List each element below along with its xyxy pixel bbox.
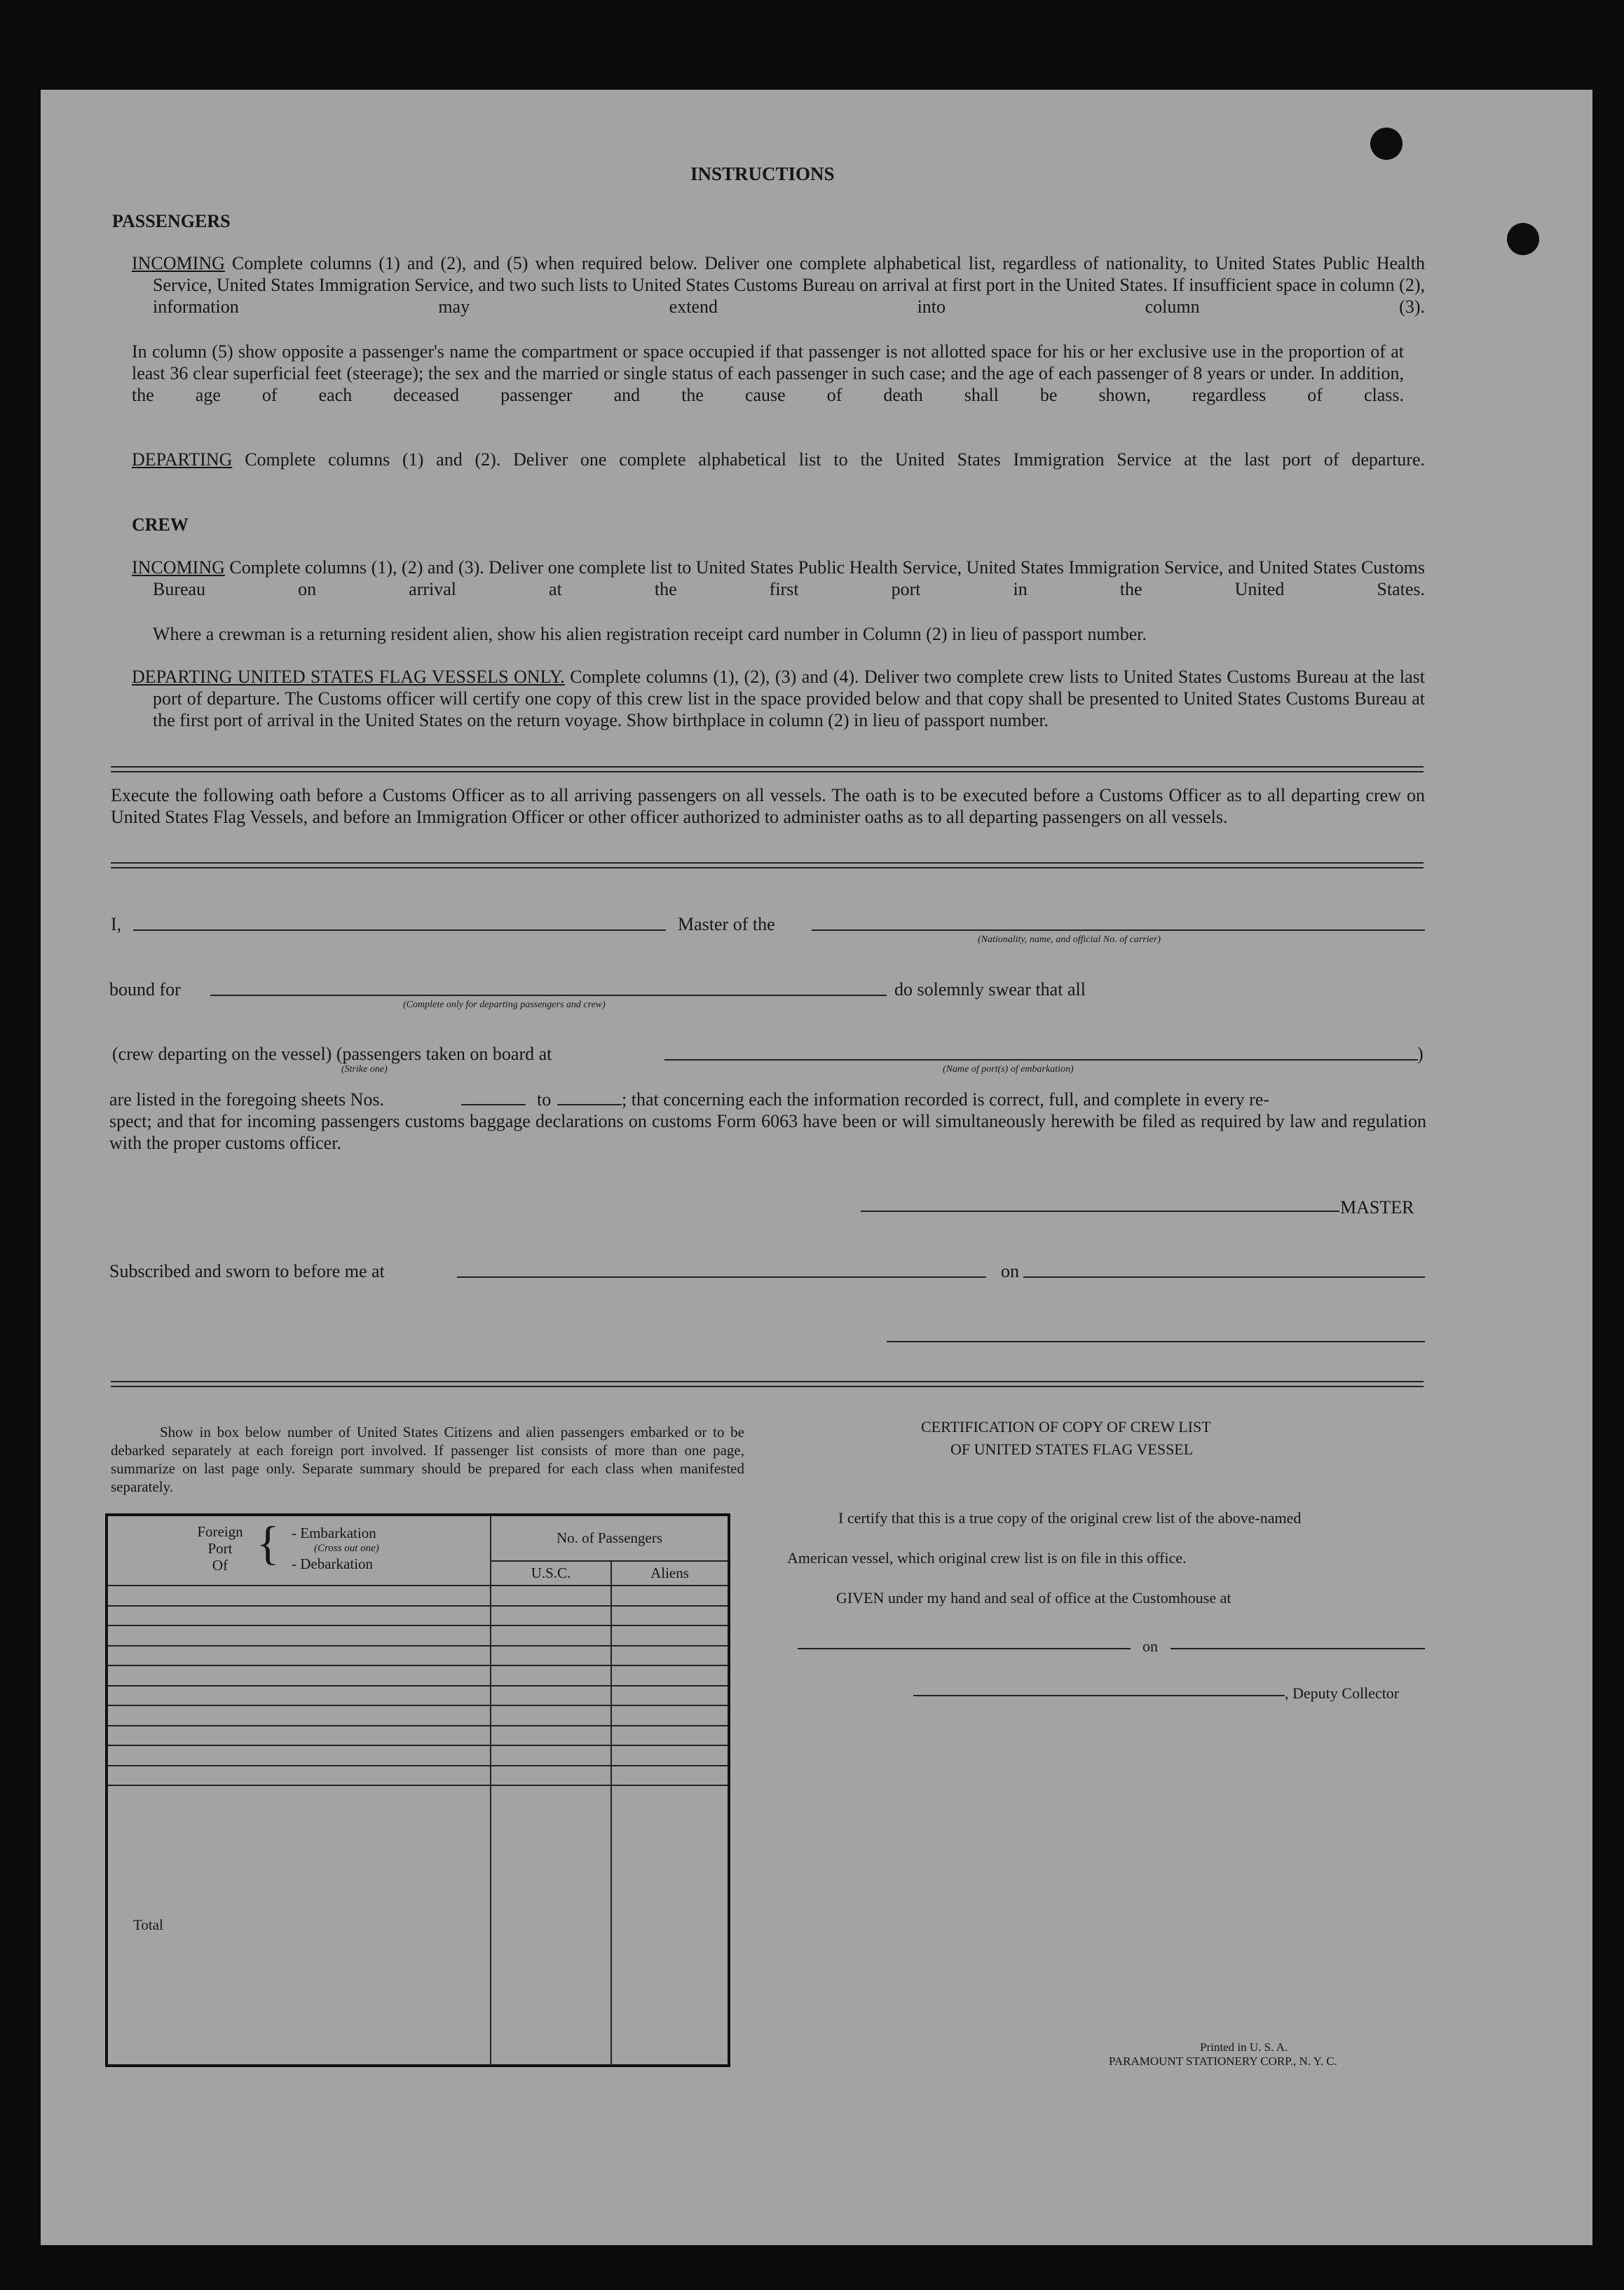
aliens-header: Aliens [611, 1561, 729, 1586]
passengers-incoming-paragraph [132, 252, 1425, 339]
aliens-cell[interactable] [611, 1646, 729, 1666]
listed-to-label: to [537, 1089, 552, 1110]
usc-cell[interactable] [491, 1766, 611, 1786]
listed-text-b: ; that concerning each the information recorded is correct, full, and complete in every re- [622, 1089, 1270, 1110]
aliens-cell[interactable] [611, 1586, 729, 1606]
punch-hole-top [1370, 128, 1403, 160]
port-cell[interactable] [107, 1766, 491, 1786]
usc-cell[interactable] [491, 1745, 611, 1766]
foreign-port-of-label [178, 1523, 262, 1574]
deputy-collector-field[interactable] [913, 1695, 1285, 1696]
port-cell[interactable] [107, 1705, 491, 1726]
cross-out-note: (Cross out one) [314, 1543, 379, 1554]
printed-in-usa: Printed in U. S. A. [1200, 2040, 1288, 2054]
usc-cell[interactable] [491, 1665, 611, 1686]
crew-incoming-text: Complete columns (1), (2) and (3). Deliver one complete list to United States Public Health Service, United States Immigration Service, and United States Customs Bureau on arrival at the first port in the United States. [153, 557, 1425, 599]
usc-cell[interactable] [491, 1606, 611, 1626]
certification-title-1: CERTIFICATION OF COPY OF CREW LIST [921, 1418, 1211, 1436]
divider-1 [111, 766, 1424, 772]
table-row [107, 1626, 729, 1646]
aliens-cell[interactable] [611, 1726, 729, 1746]
listed-text-rest: spect; and that for incoming passengers customs baggage declarations on customs Form 6063 have been or will simultaneously herewith be filed as required by law and regulation with the proper customs officer. [109, 1111, 1426, 1153]
divider-3 [111, 1381, 1424, 1387]
usc-header: U.S.C. [491, 1561, 611, 1586]
passengers-count-header: No. of Passengers [491, 1515, 729, 1561]
crew-heading: CREW [132, 514, 189, 535]
printer-name: PARAMOUNT STATIONERY CORP., N. Y. C. [1109, 2054, 1337, 2068]
strike-one-note: (Strike one) [341, 1064, 388, 1075]
incoming-text: Complete columns (1) and (2), and (5) when required below. Deliver one complete alphabetical list, regardless of nationality, to United States Public Health Service, United States Immigration Service, and two such lists to United States Customs Bureau on arrival at first port in the United States. If insufficient space in column (2), information may extend into column (3). [153, 253, 1425, 317]
port-cell[interactable] [107, 1626, 491, 1646]
master-name-field[interactable] [133, 929, 666, 931]
table-row [107, 1745, 729, 1766]
customhouse-field[interactable] [798, 1648, 1131, 1649]
incoming-label: INCOMING [132, 253, 225, 273]
aliens-cell[interactable] [611, 1686, 729, 1706]
divider-2 [111, 862, 1424, 868]
certify-line-1: I certify that this is a true copy of the original crew list of the above-named [838, 1509, 1302, 1527]
port-embarkation-note: (Name of port(s) of embarkation) [943, 1064, 1074, 1075]
passengers-heading: PASSENGERS [112, 211, 231, 231]
usc-cell[interactable] [491, 1626, 611, 1646]
instructions-title: INSTRUCTIONS [690, 163, 835, 184]
usc-cell[interactable] [491, 1686, 611, 1706]
brace-icon: { [257, 1516, 280, 1569]
aliens-cell[interactable] [611, 1705, 729, 1726]
usc-cell[interactable] [491, 1705, 611, 1726]
subscribed-label: Subscribed and sworn to before me at [109, 1261, 385, 1281]
carrier-field[interactable] [812, 929, 1425, 931]
port-cell[interactable] [107, 1586, 491, 1606]
master-label: MASTER [1340, 1197, 1414, 1218]
passengers-departing-paragraph [132, 449, 1425, 492]
usc-cell[interactable] [491, 1586, 611, 1606]
sheet-from-field[interactable] [461, 1104, 526, 1105]
bound-for-note: (Complete only for departing passengers and crew) [403, 1000, 606, 1010]
crew-incoming-label: INCOMING [132, 557, 225, 578]
listed-text-a: are listed in the foregoing sheets Nos. [109, 1089, 385, 1110]
certify-line-2: American vessel, which original crew list is on file in this office. [787, 1549, 1187, 1567]
port-cell[interactable] [107, 1726, 491, 1746]
aliens-cell[interactable] [611, 1665, 729, 1686]
given-line: GIVEN under my hand and seal of office at the Customhouse at [836, 1589, 1231, 1607]
crew-incoming-paragraph [132, 557, 1425, 622]
table-row [107, 1606, 729, 1626]
port-header-cell [107, 1515, 491, 1586]
certification-on-label: on [1142, 1637, 1158, 1655]
port-label: Port [207, 1540, 233, 1557]
table-row [107, 1586, 729, 1606]
table-row [107, 1705, 729, 1726]
flag-vessels-paragraph [132, 666, 1425, 731]
total-usc-cell[interactable] [491, 1785, 611, 2066]
of-label: Of [212, 1557, 228, 1574]
master-of-label: Master of the [678, 914, 775, 934]
port-cell[interactable] [107, 1665, 491, 1686]
bound-for-label: bound for [109, 979, 181, 1000]
port-cell[interactable] [107, 1686, 491, 1706]
flag-vessels-label: DEPARTING UNITED STATES FLAG VESSELS ONLY. [132, 667, 565, 687]
port-summary-table [105, 1513, 730, 2067]
sheet-to-field[interactable] [557, 1104, 622, 1105]
solemnly-swear-label: do solemnly swear that all [894, 979, 1086, 1000]
official-signature-field[interactable] [887, 1341, 1425, 1342]
table-row [107, 1686, 729, 1706]
table-row [107, 1766, 729, 1786]
table-row [107, 1665, 729, 1686]
total-row [107, 1785, 729, 2066]
embarkation-label: - Embarkation [292, 1525, 376, 1541]
crewman-note: Where a crewman is a returning resident alien, show his alien registration receipt card number in Column (2) in lieu of passport number. [153, 624, 1147, 644]
close-paren: ) [1417, 1044, 1424, 1064]
column5-paragraph: In column (5) show opposite a passenger's name the compartment or space occupied if that passenger is not allotted space for his or her exclusive use in the proportion of at least 36 clear superficial feet (steerage); the sex and the married or single status of each passenger in such case; and the age of each passenger of 8 years or under. In addition, the age of each deceased passenger and the cause of death shall be shown, regardless of class. [132, 341, 1404, 405]
aliens-cell[interactable] [611, 1766, 729, 1786]
sworn-place-field[interactable] [457, 1276, 986, 1278]
punch-hole-right [1507, 223, 1539, 255]
table-row [107, 1726, 729, 1746]
departing-label: DEPARTING [132, 449, 233, 470]
aliens-cell[interactable] [611, 1626, 729, 1646]
oath-i-label: I, [111, 914, 122, 934]
total-label: Total [107, 1785, 491, 2066]
departing-text: Complete columns (1) and (2). Deliver one complete alphabetical list to the United States Immigration Service at the last port of departure. [232, 449, 1425, 470]
aliens-cell[interactable] [611, 1606, 729, 1626]
port-cell[interactable] [107, 1745, 491, 1766]
total-aliens-cell[interactable] [611, 1785, 729, 2066]
certification-title-2: OF UNITED STATES FLAG VESSEL [950, 1440, 1194, 1458]
port-cell[interactable] [107, 1646, 491, 1666]
embarkation-port-field[interactable] [664, 1059, 1418, 1061]
usc-cell[interactable] [491, 1726, 611, 1746]
port-cell[interactable] [107, 1606, 491, 1626]
sworn-on-label: on [1001, 1261, 1019, 1281]
flag-vessels-text: Complete columns (1), (2), (3) and (4). Deliver two complete crew lists to United States Customs Bureau at the last port of departure. The Customs officer will certify one copy of this crew list in the space provided below and that copy shall be presented to United States Customs Bureau at the first port of arrival in the United States on the return voyage. Show birthplace in column (2) in lieu of passport number. [153, 667, 1425, 730]
foreign-label: Foreign [197, 1523, 243, 1540]
aliens-cell[interactable] [611, 1745, 729, 1766]
carrier-note: (Nationality, name, and official No. of carrier) [978, 934, 1161, 945]
table-row [107, 1646, 729, 1666]
bound-for-field[interactable] [210, 995, 887, 996]
deputy-collector-label: , Deputy Collector [1285, 1684, 1400, 1702]
certification-date-field[interactable] [1171, 1648, 1425, 1649]
summary-instructions: Show in box below number of United States Citizens and alien passengers embarked or to be debarked separately at each foreign port involved. If passenger list consists of more than one page, summarize on last page only. Separate summary should be prepared for each class when manifested separately. [111, 1424, 744, 1495]
sworn-date-field[interactable] [1023, 1276, 1425, 1278]
embark-debark-labels [292, 1525, 379, 1572]
oath-intro: Execute the following oath before a Customs Officer as to all arriving passengers on all vessels. The oath is to be executed before a Customs Officer as to all departing crew on United States Flag Vessels, and before an Immigration Officer or other officer authorized to administer oaths as to all departing passengers on all vessels. [111, 785, 1425, 827]
debarkation-label: - Debarkation [292, 1555, 374, 1572]
master-signature-field[interactable] [861, 1211, 1339, 1212]
crew-passengers-line: (crew departing on the vessel) (passengers taken on board at [112, 1044, 552, 1064]
usc-cell[interactable] [491, 1646, 611, 1666]
